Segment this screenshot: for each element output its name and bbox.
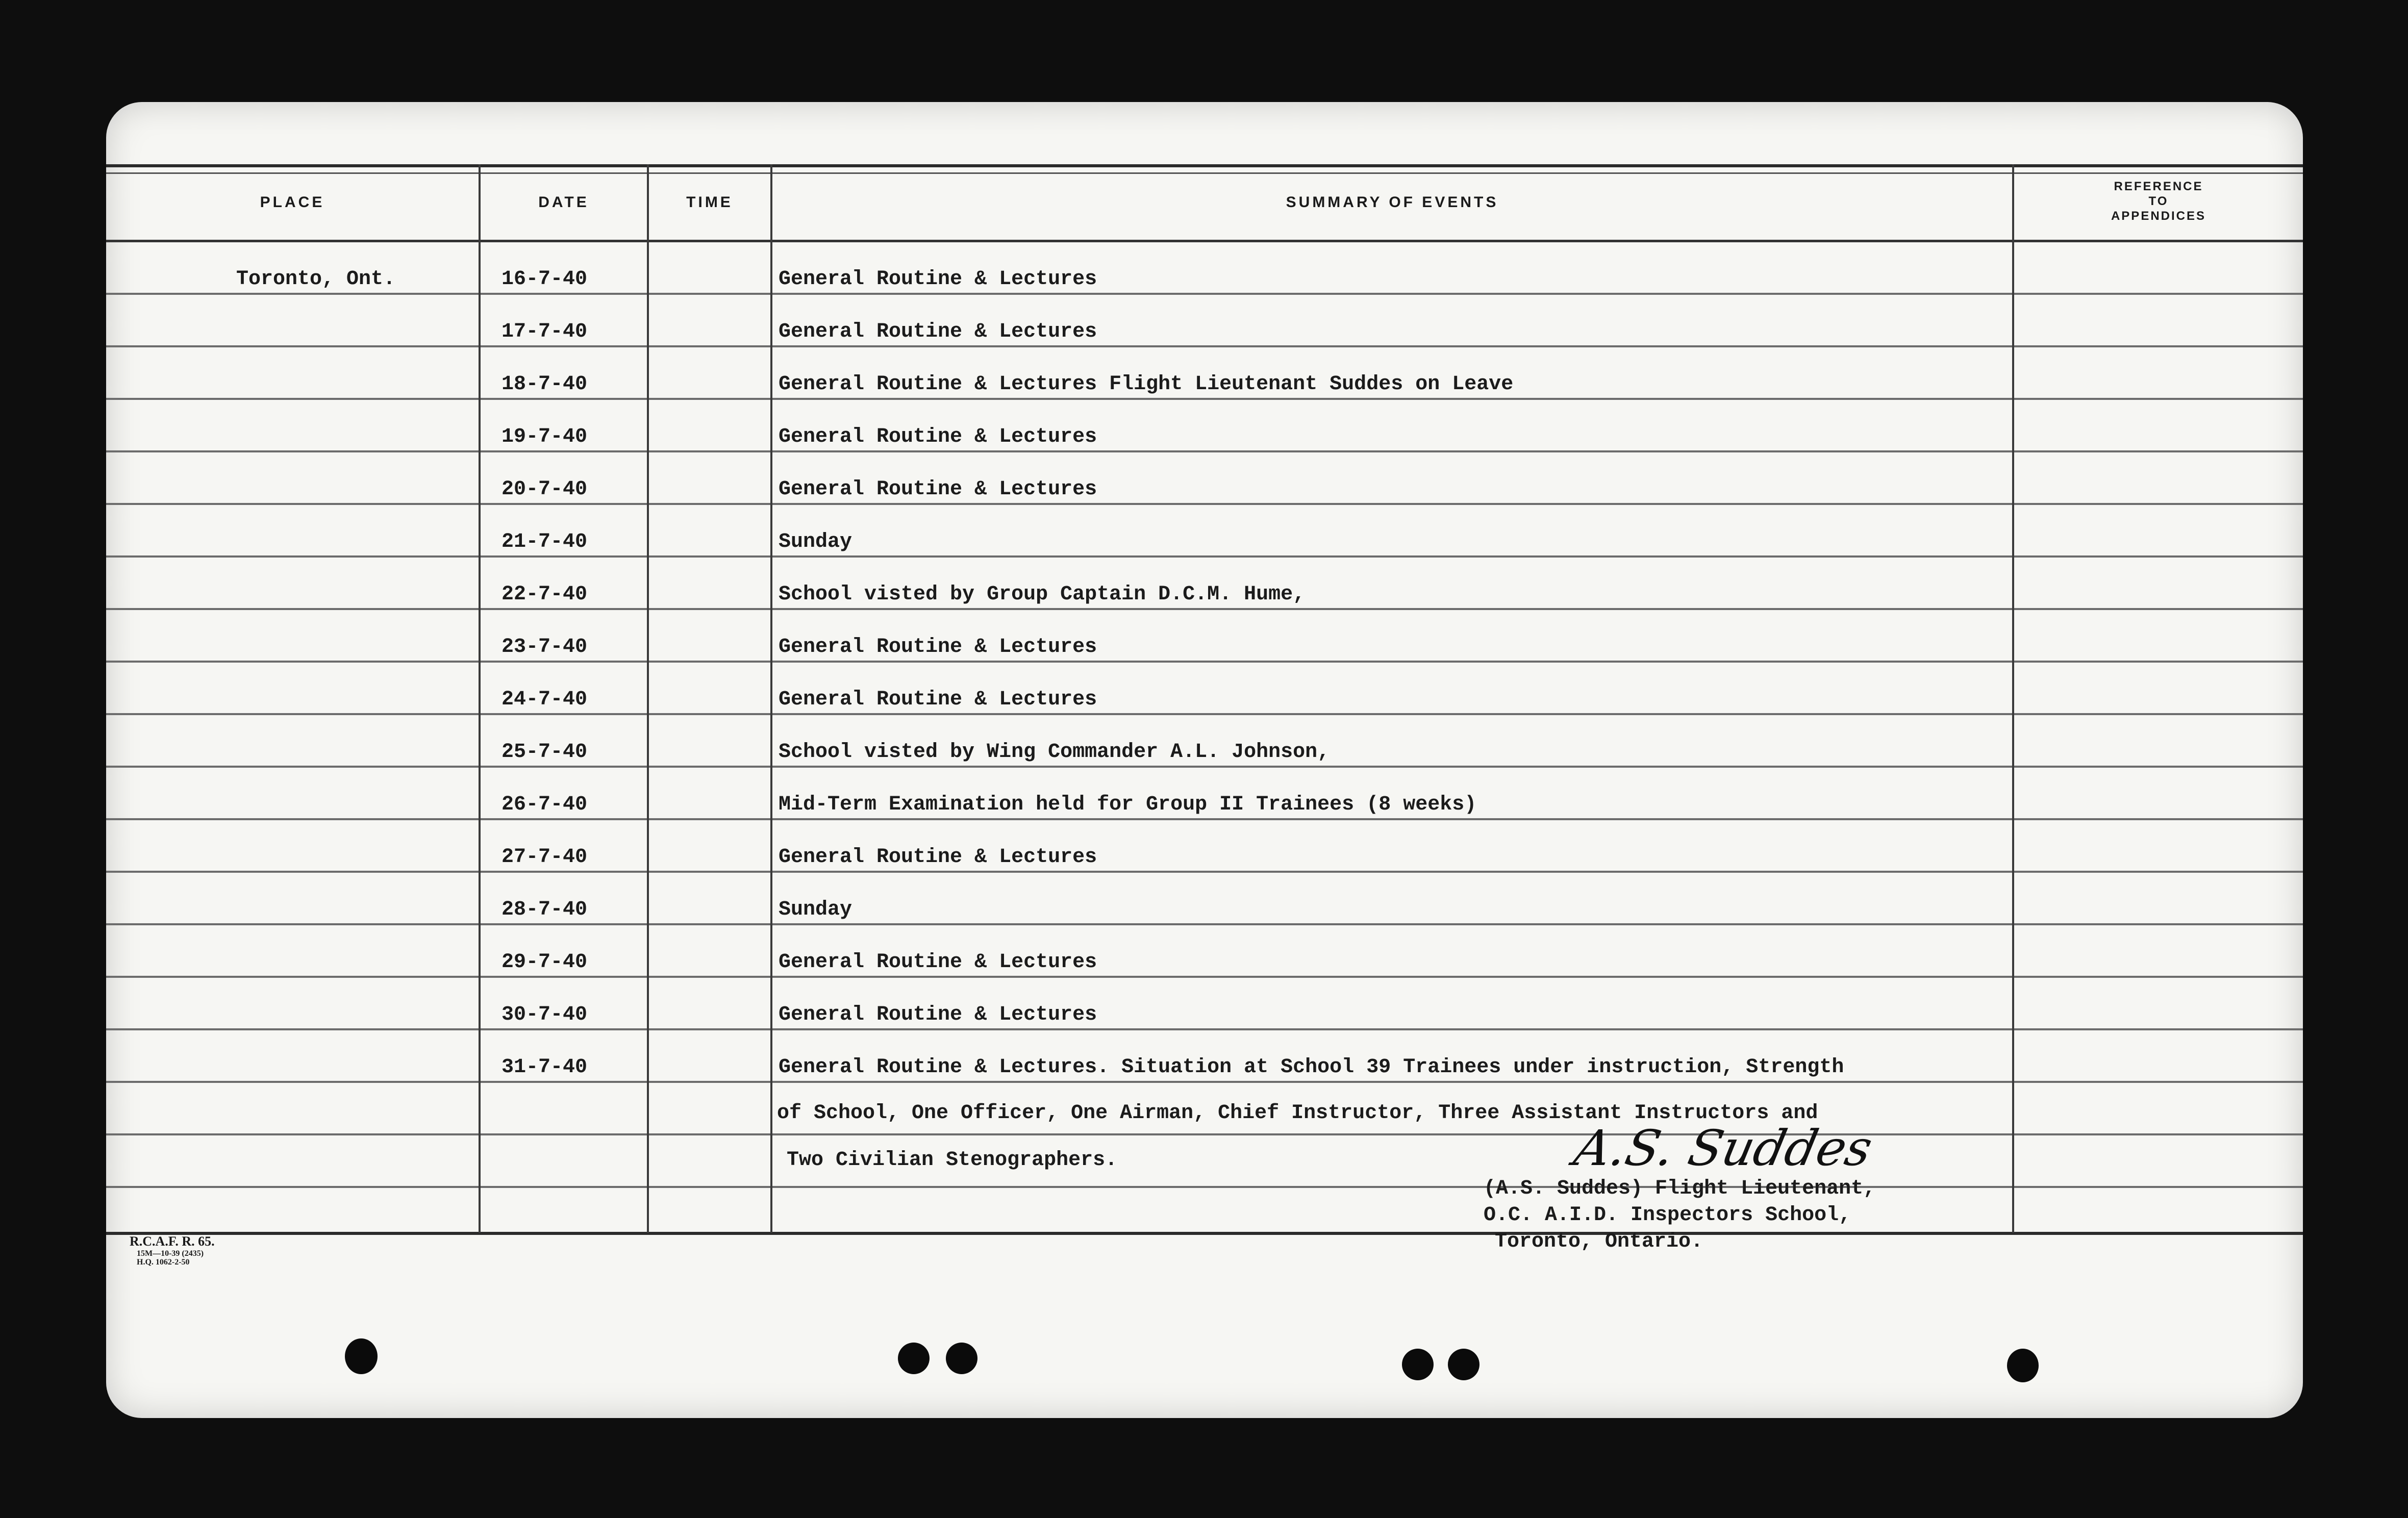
header-rule xyxy=(106,240,2303,242)
cell-date: 28-7-40 xyxy=(501,898,588,921)
cell-summary: General Routine & Lectures xyxy=(779,268,1097,291)
row-rule xyxy=(106,450,2303,452)
bottom-rule xyxy=(106,1232,2303,1235)
row-rule xyxy=(106,608,2303,610)
cell-date: 24-7-40 xyxy=(501,688,588,711)
row-rule xyxy=(106,345,2303,347)
signature-name-rank: (A.S. Suddes) Flight Lieutenant, xyxy=(1484,1177,1876,1200)
row-rule xyxy=(106,555,2303,558)
punch-hole xyxy=(345,1338,378,1374)
row-rule xyxy=(106,503,2303,505)
cell-summary: Sunday xyxy=(779,530,852,553)
cell-summary: General Routine & Lectures xyxy=(779,846,1097,869)
cell-summary: General Routine & Lectures Flight Lieutenant Suddes on Leave xyxy=(779,373,1514,396)
cell-date: 22-7-40 xyxy=(501,583,588,606)
cell-summary: Sunday xyxy=(779,898,852,921)
header-reference-line1: REFERENCE xyxy=(2114,180,2203,193)
cell-date: 17-7-40 xyxy=(501,320,588,343)
row-rule xyxy=(106,1133,2303,1135)
header-reference xyxy=(2014,180,2303,223)
header-date: DATE xyxy=(538,194,589,211)
cell-date: 26-7-40 xyxy=(501,793,588,816)
cell-summary: General Routine & Lectures xyxy=(779,425,1097,448)
cell-summary: Mid-Term Examination held for Group II Trainees (8 weeks) xyxy=(779,793,1477,816)
cell-summary: General Routine & Lectures xyxy=(779,636,1097,659)
date-time-divider xyxy=(647,164,649,1233)
cell-summary: General Routine & Lectures. Situation at School 39 Trainees under instruction, Strength xyxy=(779,1056,1844,1079)
cell-date: 23-7-40 xyxy=(501,636,588,659)
cell-date: 30-7-40 xyxy=(501,1003,588,1026)
cell-date: 21-7-40 xyxy=(501,530,588,553)
time-summary-divider xyxy=(770,164,772,1233)
cell-summary: General Routine & Lectures xyxy=(779,1003,1097,1026)
cell-summary: School visted by Wing Commander A.L. Johnson, xyxy=(779,741,1330,764)
punch-hole xyxy=(1448,1349,1479,1380)
row-rule xyxy=(106,766,2303,768)
punch-hole xyxy=(946,1343,977,1374)
signature-text: A.S. Suddes xyxy=(1569,1120,1877,1177)
continuation-line-1: of School, One Officer, One Airman, Chief Instructor, Three Assistant Instructors and xyxy=(777,1102,1818,1125)
punch-hole xyxy=(898,1343,930,1374)
top-rule-2 xyxy=(106,172,2303,174)
form-id-line2: 15M—10-39 (2435) xyxy=(137,1249,204,1258)
row-rule xyxy=(106,661,2303,663)
handwritten-signature xyxy=(1569,1120,1877,1177)
header-reference-line2: TO xyxy=(2148,194,2169,208)
cell-date: 27-7-40 xyxy=(501,846,588,869)
signature-location: Toronto, Ontario. xyxy=(1495,1230,1703,1253)
cell-date: 16-7-40 xyxy=(501,268,588,291)
top-rule xyxy=(106,164,2303,167)
row-rule xyxy=(106,1081,2303,1083)
diary-card xyxy=(106,102,2303,1418)
row-rule xyxy=(106,871,2303,873)
cell-date: 31-7-40 xyxy=(501,1056,588,1079)
header-place: PLACE xyxy=(260,194,325,211)
row-rule xyxy=(106,398,2303,400)
cell-date: 19-7-40 xyxy=(501,425,588,448)
header-summary: SUMMARY OF EVENTS xyxy=(1286,194,1499,211)
cell-date: 29-7-40 xyxy=(501,951,588,974)
header-time: TIME xyxy=(686,194,733,211)
cell-summary: General Routine & Lectures xyxy=(779,478,1097,501)
cell-summary: School visted by Group Captain D.C.M. Hume, xyxy=(779,583,1306,606)
row-rule xyxy=(106,293,2303,295)
form-identifier xyxy=(130,1234,215,1267)
cell-date: 20-7-40 xyxy=(501,478,588,501)
summary-reference-divider xyxy=(2012,164,2014,1233)
row-rule xyxy=(106,976,2303,978)
row-rule xyxy=(106,923,2303,925)
form-id-line1: R.C.A.F. R. 65. xyxy=(130,1234,215,1249)
form-id-line3: H.Q. 1062-2-50 xyxy=(137,1258,190,1267)
punch-hole xyxy=(1402,1349,1434,1380)
signature-title: O.C. A.I.D. Inspectors School, xyxy=(1484,1204,1851,1227)
cell-summary: General Routine & Lectures xyxy=(779,688,1097,711)
row-rule xyxy=(106,713,2303,715)
row-rule xyxy=(106,1186,2303,1188)
cell-place: Toronto, Ont. xyxy=(236,268,396,291)
continuation-line-2: Two Civilian Stenographers. xyxy=(787,1149,1118,1172)
row-rule xyxy=(106,1028,2303,1030)
cell-date: 18-7-40 xyxy=(501,373,588,396)
cell-date: 25-7-40 xyxy=(501,741,588,764)
punch-hole xyxy=(2007,1349,2039,1382)
place-date-divider xyxy=(479,164,481,1233)
cell-summary: General Routine & Lectures xyxy=(779,951,1097,974)
row-rule xyxy=(106,818,2303,820)
cell-summary: General Routine & Lectures xyxy=(779,320,1097,343)
header-reference-line3: APPENDICES xyxy=(2111,209,2206,223)
